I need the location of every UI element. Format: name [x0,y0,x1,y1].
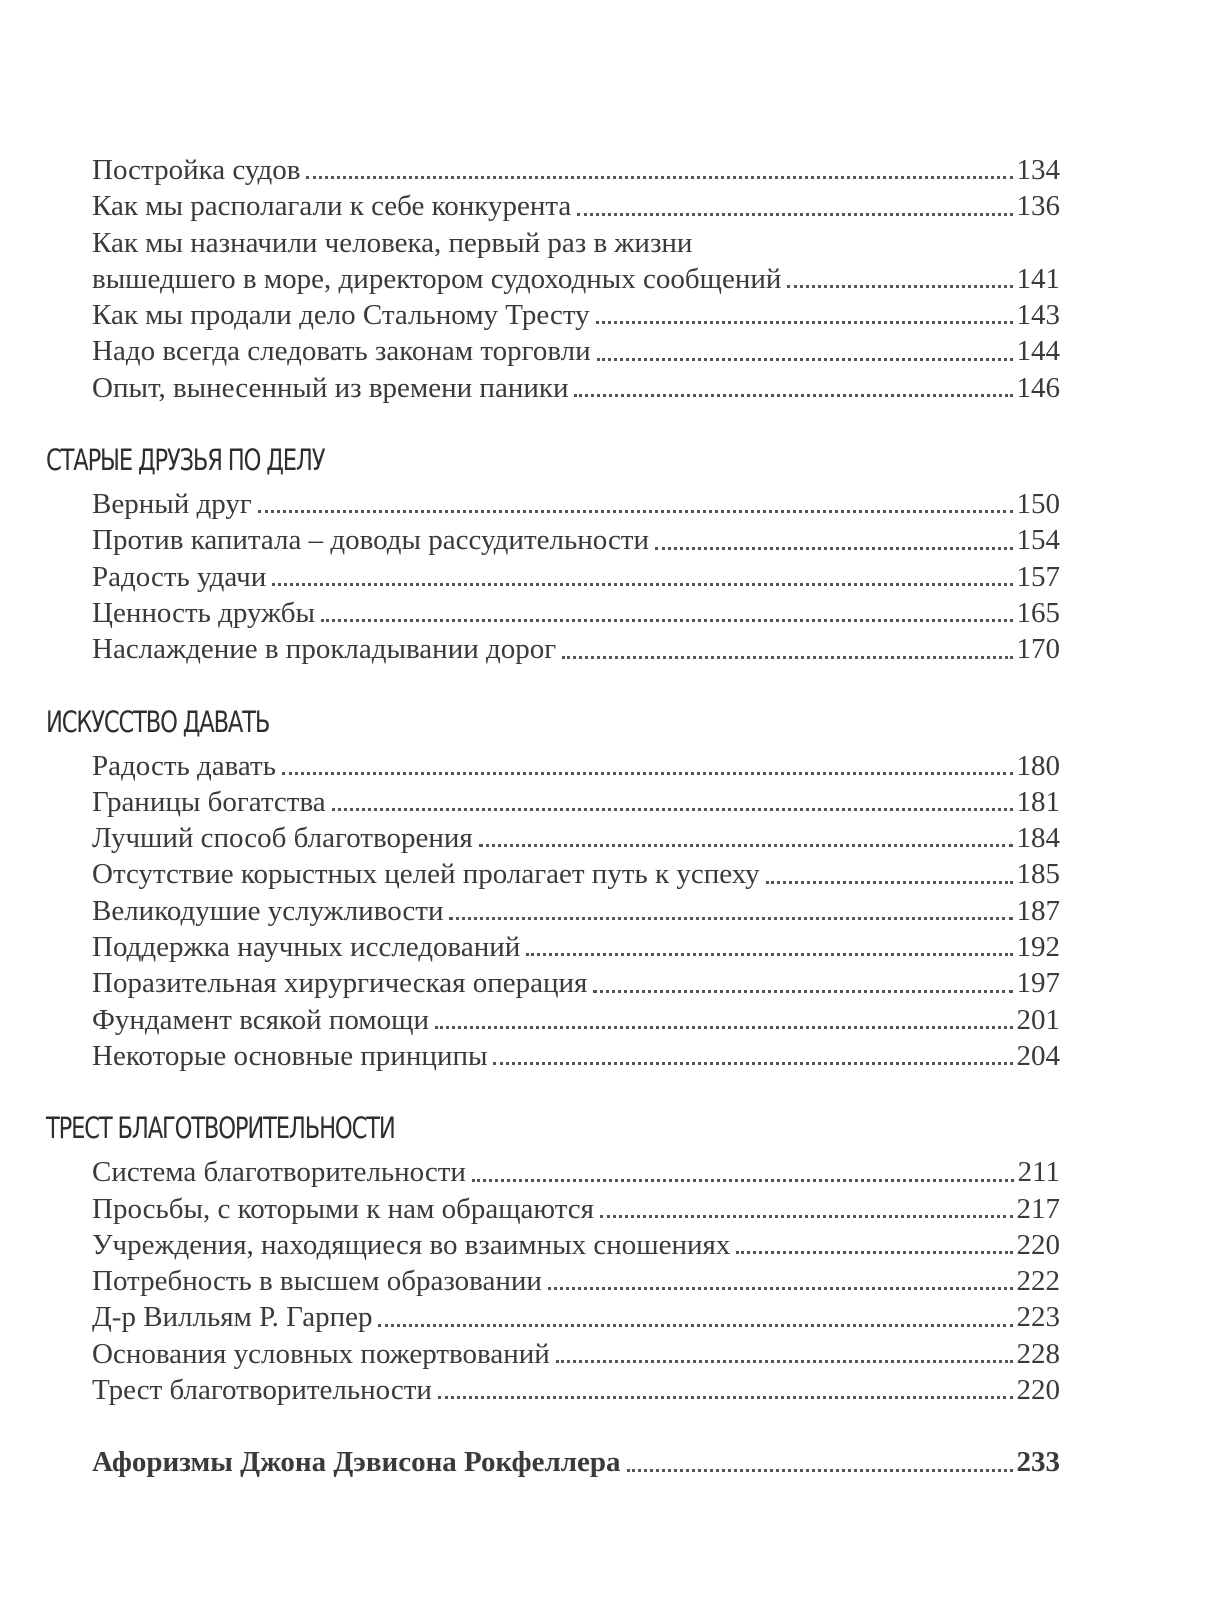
toc-entry [92,333,1060,369]
dot-leader [627,1469,1013,1472]
dot-leader [272,583,1012,586]
toc-entry-title: Верный друг [92,488,252,521]
toc-entry [92,1227,1060,1263]
dot-leader [600,1215,1013,1218]
toc-entry [92,1002,1060,1038]
toc-entry-page: 201 [1016,1003,1060,1036]
toc-entry-row2 [92,261,1060,297]
toc-entry [92,1299,1060,1335]
toc-entry [92,152,1060,188]
toc-entry-page: 204 [1016,1039,1060,1072]
toc-entry-page: 228 [1016,1337,1060,1370]
toc-entry-title: Наслаждение в прокладывании дорог [92,633,557,666]
toc-entry-title: Отсутствие корыстных целей пролагает путь к успеху [92,858,760,891]
toc-entry-title: Трест благотворительности [92,1374,432,1407]
dot-leader [548,1287,1013,1290]
dot-leader [438,1396,1013,1399]
toc-entry [92,297,1060,333]
dot-leader [596,321,1013,324]
toc-entry [92,595,1060,631]
dot-leader [593,990,1012,993]
toc-entry [92,631,1060,667]
toc-entry-page: 222 [1016,1265,1060,1298]
toc-entry [92,1154,1060,1190]
toc-entry-page: 211 [1017,1156,1060,1189]
toc-entry [92,784,1060,820]
section-heading: СТАРЫЕ ДРУЗЬЯ ПО ДЕЛУ [46,443,325,478]
toc-entry-title: Основания условных пожертвований [92,1337,550,1370]
toc-group-continued [0,152,1210,406]
toc-entry [92,522,1060,558]
toc-entry-title: Надо всегда следовать законам торговли [92,335,591,368]
toc-entry [92,893,1060,929]
toc-entry [92,1038,1060,1074]
toc-entry-page: 136 [1016,190,1060,223]
dot-leader [655,547,1012,550]
dot-leader [577,213,1012,216]
toc-entry-title-line2: вышедшего в море, директором судоходных сообщений [92,262,782,295]
toc-entry [92,1263,1060,1299]
toc-entry-page: 146 [1016,371,1060,404]
toc-entry-title: Как мы продали дело Стальному Тресту [92,299,590,332]
toc-entry-title: Лучший способ благотворения [92,822,473,855]
toc-entry-page: 165 [1016,596,1060,629]
toc-entry-page: 220 [1016,1374,1060,1407]
toc-entry [92,559,1060,595]
toc-group-old-friends [0,486,1210,667]
dot-leader [306,176,1012,179]
toc-entry-page: 141 [1016,262,1060,295]
toc-entry-title: Как мы располагали к себе конкурента [92,190,572,223]
dot-leader [321,619,1013,622]
toc-entry-page: 197 [1016,967,1060,1000]
toc-entry [92,188,1060,224]
dot-leader [479,844,1013,847]
toc-entry-title: Поддержка научных исследований [92,931,521,964]
toc-entry [92,486,1060,522]
toc-entry-title: Великодушие услужливости [92,894,444,927]
toc-entry-page: 187 [1016,894,1060,927]
toc-entry-title: Против капитала – доводы рассудительности [92,524,650,557]
toc-entry-page: 134 [1016,154,1060,186]
toc-entry-page: 223 [1016,1301,1060,1334]
toc-entry [92,748,1060,784]
toc-entry-page: 185 [1016,858,1060,891]
toc-entry-title: Система благотворительности [92,1156,466,1189]
toc-entry [92,1336,1060,1372]
toc-entry-page: 154 [1016,524,1060,557]
toc-entry [92,1191,1060,1227]
dot-leader [282,772,1013,775]
toc-entry-title: Радость давать [92,749,276,782]
dot-leader [574,394,1012,397]
table-of-contents [0,152,1210,1481]
toc-group-art-of-giving [0,748,1210,1075]
dot-leader [493,1062,1012,1065]
toc-entry [92,856,1060,892]
toc-entry-title: Опыт, вынесенный из времени паники [92,371,569,404]
toc-entry-title: Афоризмы Джона Дэвисона Рокфеллера [92,1446,621,1479]
toc-entry-page: 184 [1016,822,1060,855]
dot-leader [556,1360,1013,1363]
dot-leader [787,285,1012,288]
toc-entry-page: 233 [1016,1446,1060,1479]
toc-entry-title: Фундамент всякой помощи [92,1003,430,1036]
toc-entry-page: 220 [1016,1228,1060,1261]
dot-leader [449,917,1012,920]
dot-leader [766,881,1013,884]
toc-entry [92,929,1060,965]
toc-entry [92,965,1060,1001]
toc-entry-page: 157 [1016,560,1060,593]
toc-entry-page: 170 [1016,633,1060,666]
toc-entry-page: 150 [1016,488,1060,521]
toc-entry-title: Д-р Вилльям Р. Гарпер [92,1301,373,1334]
toc-entry-page: 144 [1016,335,1060,368]
toc-entry-title: Потребность в высшем образовании [92,1265,542,1298]
toc-entry-title: Некоторые основные принципы [92,1039,488,1072]
dot-leader [435,1026,1012,1029]
toc-entry-page: 217 [1016,1192,1060,1225]
dot-leader [736,1251,1012,1254]
section-heading: ИСКУССТВО ДАВАТЬ [46,704,270,739]
toc-entry-page: 181 [1016,785,1060,818]
dot-leader [332,808,1013,811]
toc-entry-title: Постройка судов [92,154,301,186]
dot-leader [597,358,1013,361]
toc-entry-page: 143 [1016,299,1060,332]
toc-entry-multiline [92,225,1060,298]
toc-group-charity-trust [0,1154,1210,1408]
dot-leader [258,510,1013,513]
dot-leader [472,1179,1014,1182]
section-heading: ТРЕСТ БЛАГОТВОРИТЕЛЬНОСТИ [46,1111,395,1146]
toc-entry-title: Поразительная хирургическая операция [92,967,588,1000]
toc-entry [92,820,1060,856]
toc-entry-title: Просьбы, с которыми к нам обращаются [92,1192,594,1225]
dot-leader [378,1324,1012,1327]
toc-entry-title: Учреждения, находящиеся во взаимных сношениях [92,1228,731,1261]
toc-entry-title-line1: Как мы назначили человека, первый раз в жизни [92,226,693,259]
toc-entry-title: Ценность дружбы [92,596,315,629]
toc-entry-title: Границы богатства [92,785,326,818]
toc-entry-aphorisms [92,1444,1060,1480]
dot-leader [562,656,1012,659]
toc-entry-page: 192 [1016,931,1060,964]
toc-entry-title: Радость удачи [92,560,267,593]
toc-entry [92,1372,1060,1408]
dot-leader [526,953,1012,956]
toc-entry-page: 180 [1016,749,1060,782]
toc-entry [92,370,1060,406]
